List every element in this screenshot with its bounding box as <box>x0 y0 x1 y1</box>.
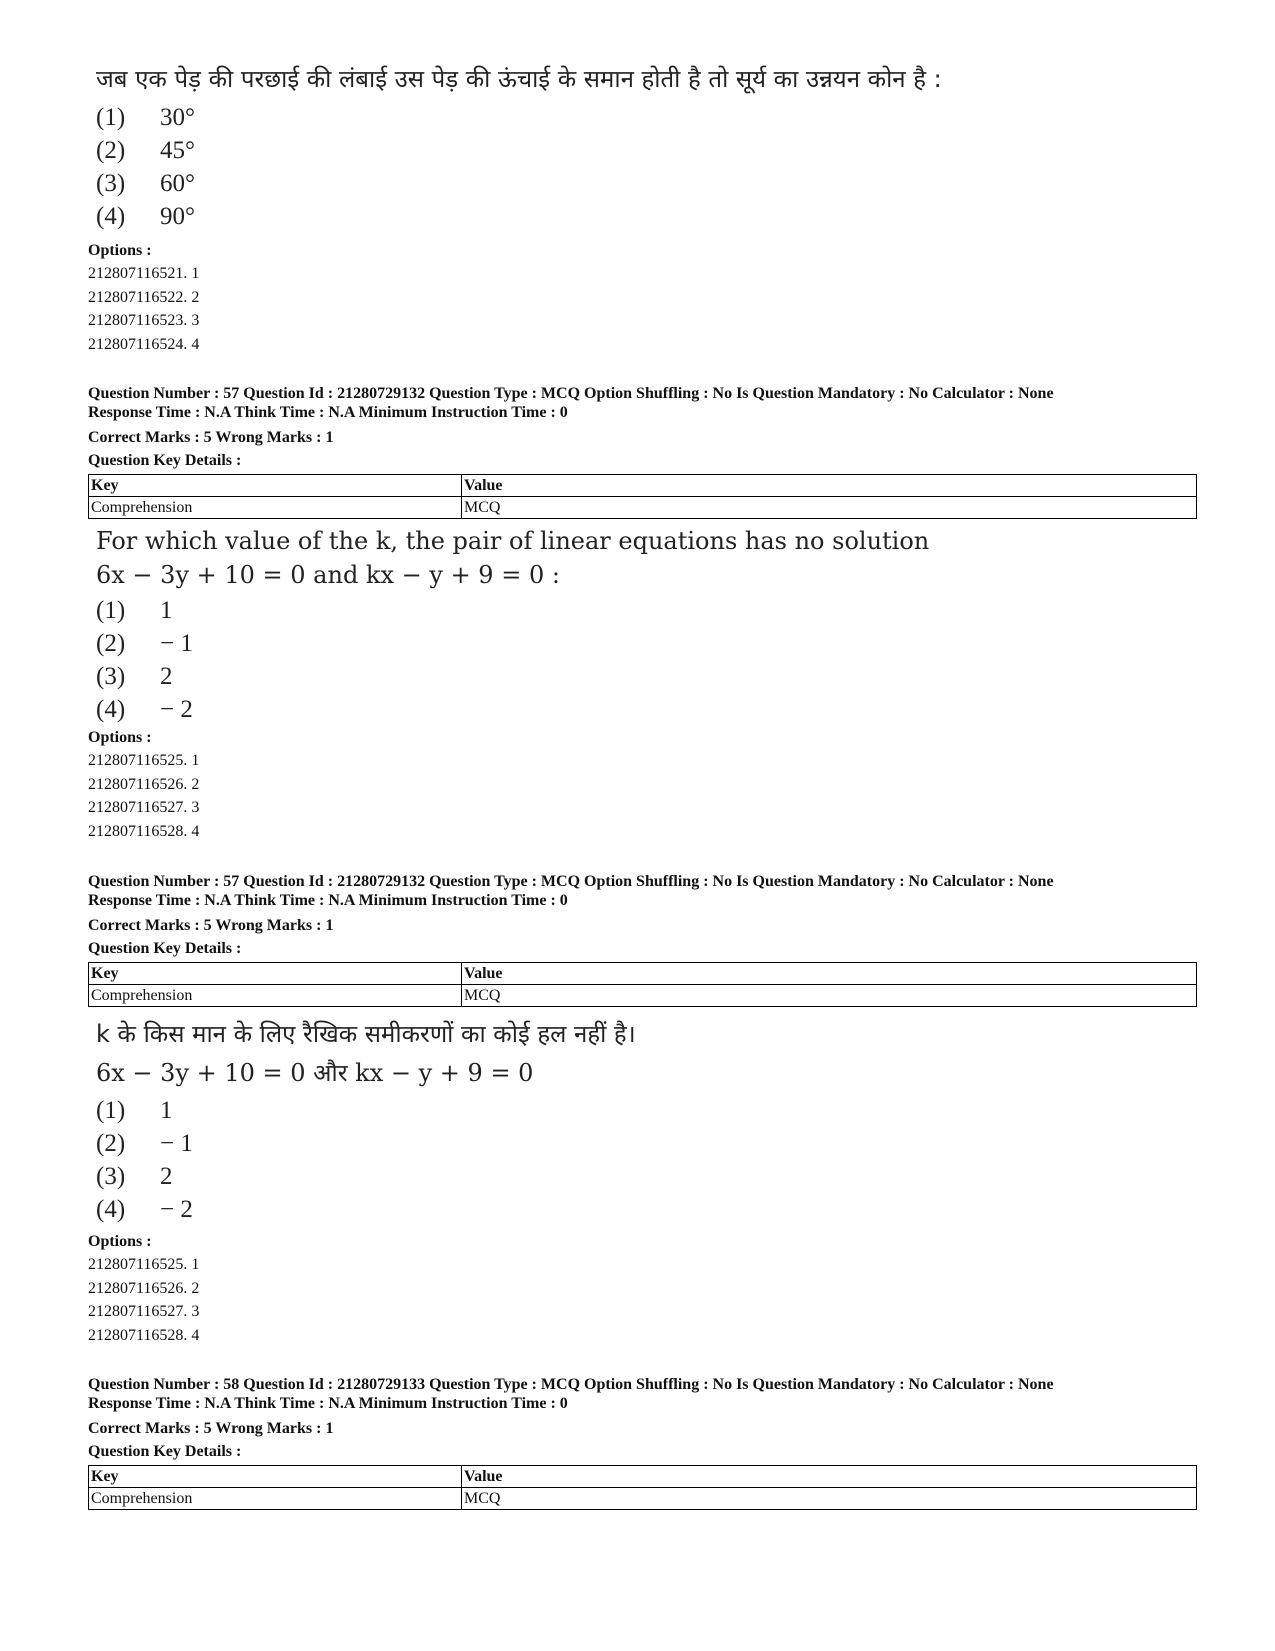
choice-item: (4) 90° <box>96 203 195 230</box>
choice-item: (1) 30° <box>96 104 195 131</box>
table-header-key: Key <box>89 963 462 985</box>
option-line: 212807116528. 4 <box>88 1326 200 1344</box>
option-line: 212807116522. 2 <box>88 288 200 306</box>
question-57-en-meta <box>88 384 1200 519</box>
table-cell-value: MCQ <box>462 1488 1197 1510</box>
options-label: Options : <box>88 729 152 746</box>
equation-line: 6x − 3y + 10 = 0 और kx − y + 9 = 0 <box>96 1059 534 1087</box>
question-meta-line: Response Time : N.A Think Time : N.A Minimum Instruction Time : 0 <box>88 404 568 421</box>
table-cell-value: MCQ <box>462 985 1197 1007</box>
options-label: Options : <box>88 242 152 259</box>
question-meta-line: Response Time : N.A Think Time : N.A Minimum Instruction Time : 0 <box>88 892 568 909</box>
option-line: 212807116523. 3 <box>88 312 200 329</box>
marks-line: Correct Marks : 5 Wrong Marks : 1 <box>88 429 334 446</box>
question-56-hindi <box>88 62 1200 233</box>
key-details-label: Question Key Details : <box>88 452 242 469</box>
key-details-label: Question Key Details : <box>88 1443 242 1460</box>
table-cell-key: Comprehension <box>89 985 462 1007</box>
marks-line: Correct Marks : 5 Wrong Marks : 1 <box>88 917 334 934</box>
question-58-meta <box>88 1375 1200 1510</box>
choice-list <box>96 594 1200 726</box>
table-cell-key: Comprehension <box>89 1488 462 1510</box>
question-meta-line: Question Number : 58 Question Id : 21280729133 Question Type : MCQ Option Shuffling : No Is Question Mandatory : No Calculator : None <box>88 1376 1054 1393</box>
question-key-table <box>88 1465 1197 1510</box>
question-meta-line: Question Number : 57 Question Id : 21280729132 Question Type : MCQ Option Shuffling : No Is Question Mandatory : No Calculator : None <box>88 873 1054 890</box>
option-line: 212807116527. 3 <box>88 799 200 816</box>
option-line: 212807116526. 2 <box>88 1279 200 1297</box>
question-key-table <box>88 474 1197 519</box>
question-57-hi-meta <box>88 872 1200 1007</box>
choice-item: (1) 1 <box>96 597 173 624</box>
choice-item: (3) 60° <box>96 170 195 197</box>
table-header-key: Key <box>89 475 462 497</box>
table-cell-key: Comprehension <box>89 497 462 519</box>
question-meta-line: Response Time : N.A Think Time : N.A Minimum Instruction Time : 0 <box>88 1395 568 1412</box>
options-block <box>88 726 1200 843</box>
question-57-en-body <box>88 524 1200 726</box>
options-block <box>88 239 1200 356</box>
option-line: 212807116525. 1 <box>88 1256 200 1273</box>
choice-item: (2) − 1 <box>96 1130 193 1157</box>
option-line: 212807116527. 3 <box>88 1303 200 1320</box>
choice-item: (3) 2 <box>96 1163 173 1190</box>
choice-item: (2) − 1 <box>96 630 193 657</box>
question-text: For which value of the k, the pair of linear equations has no solution <box>96 527 930 555</box>
choice-item: (2) 45° <box>96 137 195 164</box>
question-57-hi-body <box>88 1016 1200 1226</box>
choice-item: (1) 1 <box>96 1097 173 1124</box>
choice-item: (3) 2 <box>96 663 173 690</box>
option-line: 212807116526. 2 <box>88 775 200 793</box>
table-cell-value: MCQ <box>462 497 1197 519</box>
key-details-label: Question Key Details : <box>88 940 242 957</box>
table-header-value: Value <box>462 1466 1197 1488</box>
question-text: जब एक पेड़ की परछाई की लंबाई उस पेड़ की ऊंचाई के समान होती है तो सूर्य का उन्नयन कोन है : <box>96 65 942 93</box>
options-block <box>88 1230 1200 1347</box>
equation-line: 6x − 3y + 10 = 0 and kx − y + 9 = 0 : <box>96 561 560 589</box>
choice-list <box>96 1094 1200 1226</box>
question-meta-line: Question Number : 57 Question Id : 21280729132 Question Type : MCQ Option Shuffling : No Is Question Mandatory : No Calculator : None <box>88 385 1054 402</box>
question-key-table <box>88 962 1197 1007</box>
option-line: 212807116521. 1 <box>88 265 200 282</box>
question-text: k के किस मान के लिए रैखिक समीकरणों का कोई हल नहीं है। <box>96 1020 636 1048</box>
table-header-value: Value <box>462 963 1197 985</box>
option-line: 212807116528. 4 <box>88 822 200 840</box>
table-header-value: Value <box>462 475 1197 497</box>
choice-item: (4) − 2 <box>96 1196 193 1223</box>
option-line: 212807116525. 1 <box>88 752 200 769</box>
table-header-key: Key <box>89 1466 462 1488</box>
marks-line: Correct Marks : 5 Wrong Marks : 1 <box>88 1420 334 1437</box>
options-label: Options : <box>88 1233 152 1250</box>
choice-list <box>96 101 1200 233</box>
option-line: 212807116524. 4 <box>88 335 200 353</box>
choice-item: (4) − 2 <box>96 696 193 723</box>
